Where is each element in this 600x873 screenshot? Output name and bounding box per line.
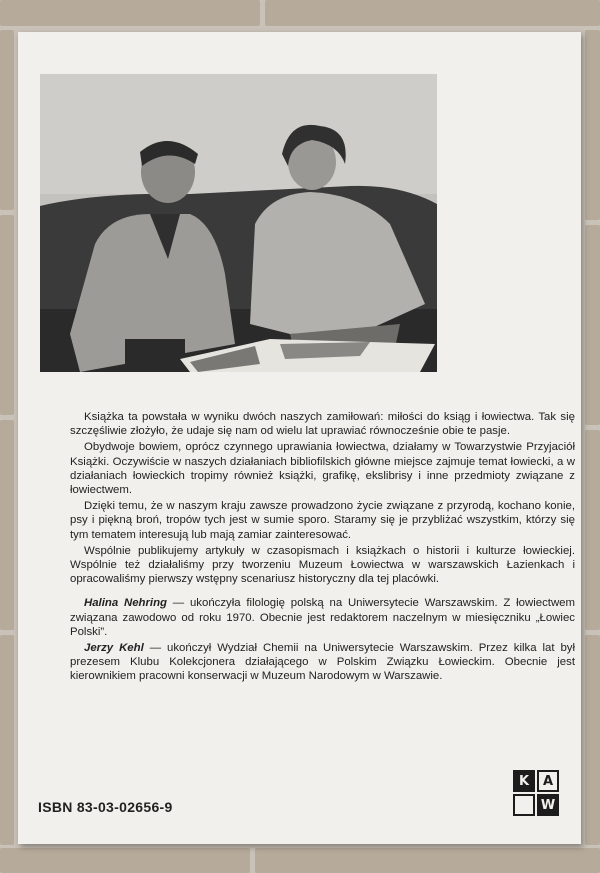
publisher-logo <box>513 770 559 816</box>
author-name: Jerzy Kehl <box>84 642 144 655</box>
author-name: Halina Nehring <box>84 597 167 610</box>
blurb-paragraph: Książka ta powstała w wyniku dwóch naszych zamiłowań: miłości do ksiąg i łowiectwa. Tak się szczęśliwie złożyło, że udaje się nam od wielu lat uprawiać równocześnie obie te pasje. <box>70 411 575 438</box>
publisher-logo-letter: W <box>537 794 559 816</box>
isbn: ISBN 83-03-02656-9 <box>38 799 173 815</box>
author-photo-illustration <box>40 74 437 372</box>
publisher-logo-letter: K <box>513 770 535 792</box>
author-photo <box>40 74 437 372</box>
author-bio-text: — ukończył Wydział Chemii na Uniwersytecie Warszawskim. Przez kilka lat był prezesem Klubu Kolekcjonera działającego w Polskim Związku Łowieckim. Obecnie jest kierownikiem pracowni konserwacji w Muzeum Narodowym w Warszawie. <box>70 642 576 683</box>
blurb-paragraph: Dzięki temu, że w naszym kraju zawsze prowadzono życie związane z przyrodą, kochano konie, psy i piękną broń, tropów tych jest w sumie sporo. Staramy się je przybliżać wszystkim, którzy się tym tematem interesują lub mają zamiar zainteresować. <box>70 500 575 541</box>
publisher-logo-letter: A <box>537 770 559 792</box>
publisher-logo-block <box>513 794 535 816</box>
author-bio <box>70 641 575 684</box>
author-bio <box>70 596 575 639</box>
book-back-cover <box>18 32 581 844</box>
blurb-paragraph: Obydwoje bowiem, oprócz czynnego uprawiania łowiectwa, działamy w Towarzystwie Przyjaciół Książki. Oczywiście w naszych działaniach bibliofilskich główne miejsce zajmuje temat łowiecki, a w działaniach łowieckich tropimy również książki, grafikę, ekslibrisy i inne przedmioty związane z łowiectwem. <box>70 441 575 497</box>
blurb-text <box>70 410 575 686</box>
author-bio-text: — ukończyła filologię polską na Uniwersytecie Warszawskim. Z łowiectwem związana zawodowo od roku 1970. Obecnie jest redaktorem naczelnym w miesięczniku „Łowiec Polski”. <box>70 597 575 638</box>
blurb-paragraph: Wspólnie publikujemy artykuły w czasopismach i książkach o historii i kulturze łowieckiej. Wspólnie też działaliśmy przy tworzeniu Muzeum Łowiectwa w warszawskich Łazienkach i opracowaliśmy pierwszy wstępny scenariusz historyczny dla tej placówki. <box>70 544 575 586</box>
